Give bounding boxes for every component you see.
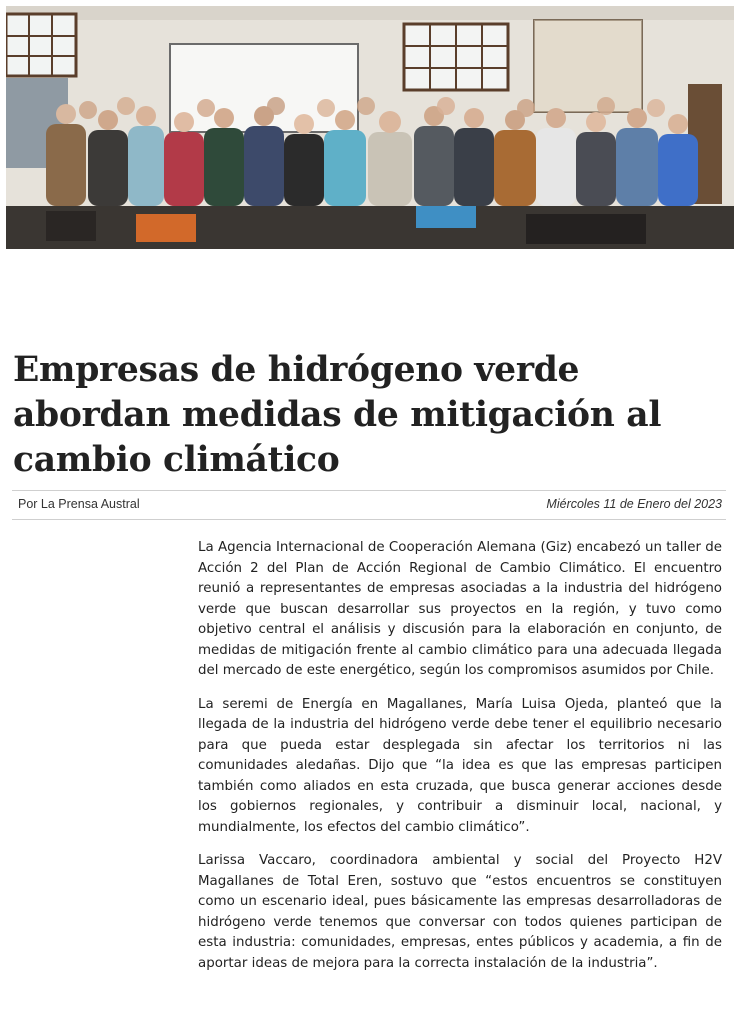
article-date: Miércoles 11 de Enero del 2023 <box>546 497 722 511</box>
article-meta <box>12 490 726 520</box>
article-paragraph: La Agencia Internacional de Cooperación Alemana (Giz) encabezó un taller de Acción 2 del Plan de Acción Regional de Cambio Climático. El encuentro reunió a representantes de empresas asociadas a la industria del hidrógeno verde que buscan desarrollar sus proyectos en la región, y tuvo como objetivo central el análisis y discusión para la elaboración en conjunto, de medidas de mitigación frente al cambio climático para una adecuada llegada del mercado de este energético, según los compromisos asumidos por Chile. <box>198 540 722 678</box>
article-body <box>198 538 722 987</box>
group-photo <box>6 6 734 249</box>
article-author: Por La Prensa Austral <box>18 497 140 511</box>
article-paragraph: La seremi de Energía en Magallanes, María Luisa Ojeda, planteó que la llegada de la industria del hidrógeno verde debe tener el equilibrio necesario para que pueda estar desplegada sin afectar los territorios ni las comunidades aledañas. Dijo que “la idea es que las empresas participen también como aliados en esta cruzada, que busca generar acciones desde los gobiernos regionales, y contribuir a disminuir local, nacional, y mundialmente, los efectos del cambio climático”. <box>198 696 722 835</box>
article-paragraph: Larissa Vaccaro, coordinadora ambiental y social del Proyecto H2V Magallanes de Total Eren, sostuvo que “estos encuentros se constituyen como un escenario ideal, pues básicamente las empresas desarrolladoras de hidrógeno verde tenemos que conversar con todos quienes participan de esta industria: comunidades, empresas, entes públicos y academia, a fin de aportar ideas de mejora para la correcta instalación de la industria”. <box>198 853 722 971</box>
article-title: Empresas de hidrógeno verde abordan medidas de mitigación al cambio climático <box>13 350 662 480</box>
